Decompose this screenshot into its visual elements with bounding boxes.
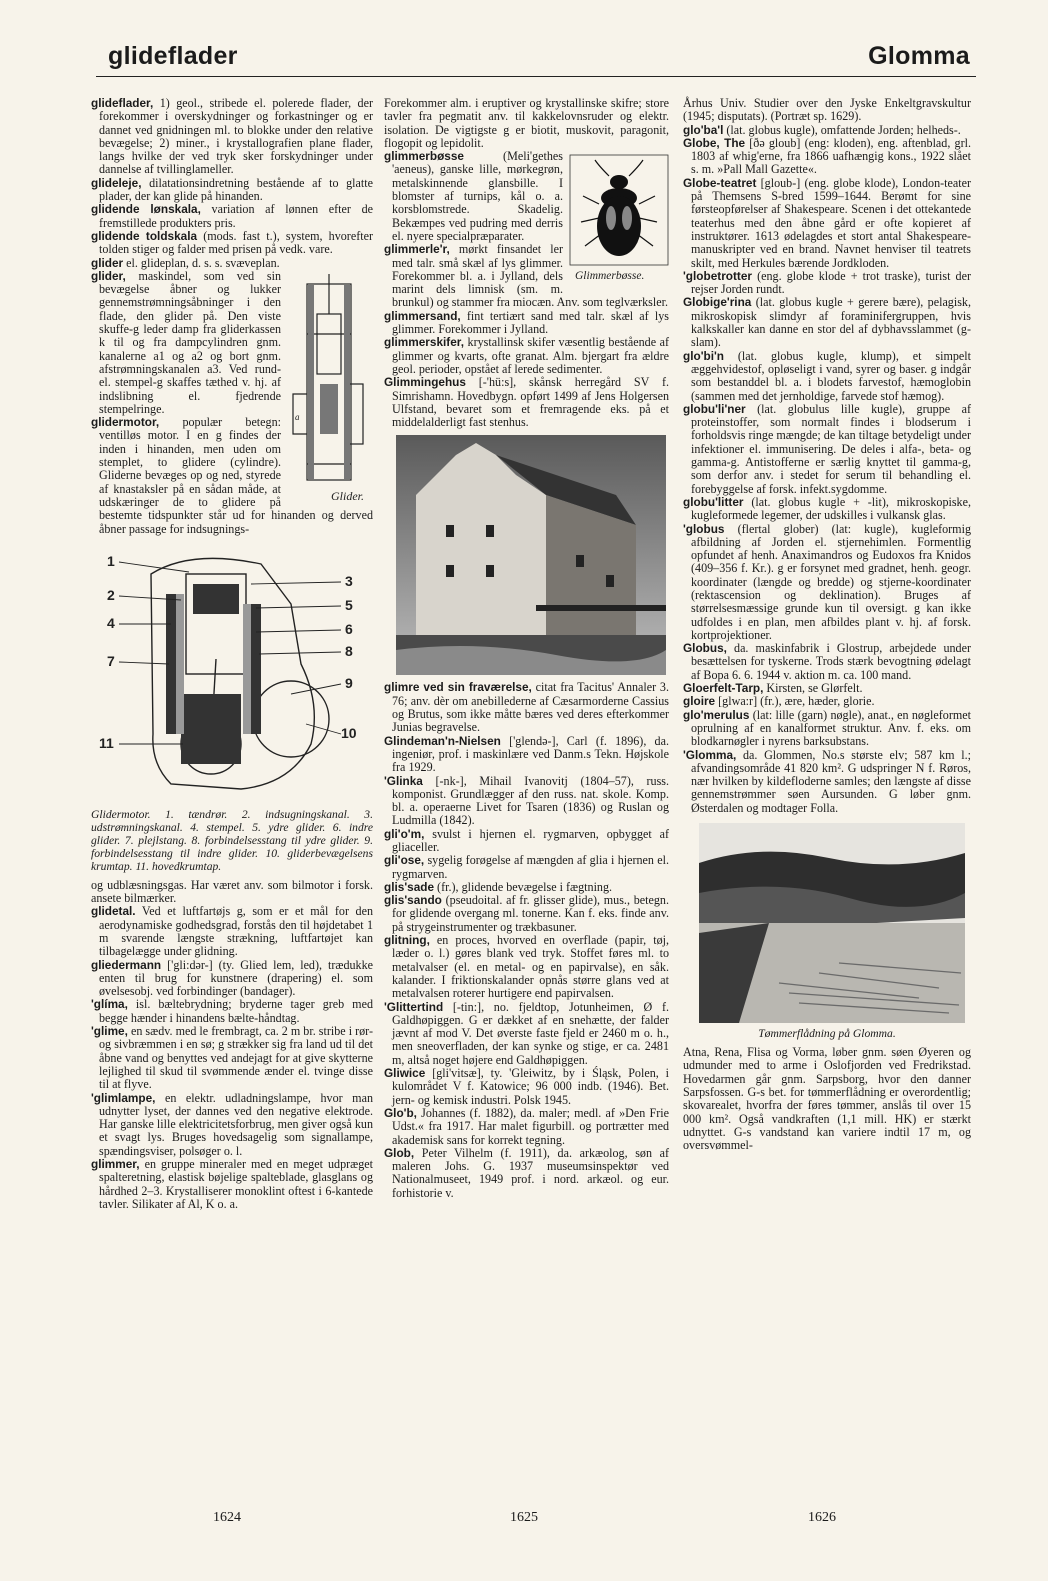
headword: gloire	[683, 694, 716, 709]
entry-glime	[91, 1025, 373, 1091]
headword: glimre ved sin fraværelse,	[384, 680, 532, 695]
entry-text: [gli'vitsæ], ty. 'Gleiwitz, by i Śląsk, Polen, i kulområdet V f. Katowice; 96 000 indb. (1946). Bet. jern- og kemisk industri. Polsk 1945.	[392, 1066, 669, 1107]
headword: glimmerbøsse	[384, 149, 464, 164]
entry-text: variation af lønnen efter de fremstillede produkters pris.	[99, 202, 373, 230]
motor-label: 6	[345, 620, 353, 637]
headword: glimmerskifer,	[384, 335, 464, 350]
entry-text: (flertal glober) (lat: kugle), kugleformig afbildning af Jorden el. stjernehimlen. Formentlig opfundet af henh. Anaximandros og Eudoxos fra Knidos (409–356 f. Kr.). g er forsynet med gradnet, henh. geogr. koordinater (længde og bredde) og stjerne-koordinater (rektascension og deklination). Bruges af størrelsesmæssige grunde kun til oversigt. g kan ikke udfoldes i en plan, men afbildes plant v. hj. af forsk. kortprojektioner.	[691, 521, 971, 642]
headword: Glindeman'n-Nielsen	[384, 733, 501, 748]
entry-text: (lat. globus kugle + -lit), mikroskopiske, kugleformede legemer, der udskilles i vulkansk glas.	[691, 494, 971, 523]
entry-text: en proces, hvorved en overflade (papir, tøj, læder o. l.) gøres blank ved tryk. Stoffet føres ml. to metalvalser (el. en metal- og en papirvalse), en såk. kalander. I friktionskalander opnås større glans ved at metalvalsen roterer hurtigere end papirvalsen.	[392, 933, 669, 1001]
entry-gliose	[384, 854, 669, 881]
motor-label: 4	[107, 614, 115, 631]
entry-globus	[683, 523, 971, 643]
headword: glimmerle'r,	[384, 242, 450, 257]
headword: gli'o'm,	[384, 826, 425, 841]
entry-text: en gruppe mineraler med en meget udpræget spalteretning, elastisk bøjelige spalteblade, glasglans og hårdhed 2–3. Krystalliserer monoklint oftest i 6-kantede tavler. Silikater af Al, K o. a.	[99, 1157, 373, 1211]
headword: Gliwice	[384, 1066, 426, 1081]
entry-text: (lat. globulus lille kugle), gruppe af proteinstoffer, som normalt findes i blodserum i forholdsvis ringe mængde; de kan tiltage betydeligt under infektioner el. immunisering. De deles i alfa-, beta- og gamma-g. Antistofferne er særlig knyttet til gamma-g, som derfor anv. i stedet for serum til behandling el. forebyggelse af forsk. infekt.sygdomme.	[691, 401, 971, 496]
entry-globuliner	[683, 403, 971, 496]
entry-text: da. maskinfabrik i Glostrup, arbejdede under besættelsen for tyskerne. Trods stærk bevogtning ødelagt af Bopa 6. 6. 1944 v. aktion m. ca. 100 mand.	[691, 641, 971, 682]
entry-globulitter	[683, 496, 971, 523]
headword: gli'ose,	[384, 853, 425, 868]
entry-text: krystallinsk skifer væsentlig bestående af glimmer og kvarts, ofte granat. Alm. bjergart fra ældre geol. perioder, opstået af lerede sedimenter.	[392, 335, 669, 376]
headword: 'glime,	[91, 1024, 128, 1039]
headword: 'Glomma,	[683, 747, 737, 762]
entry-text: en sædv. med le frembragt, ca. 2 m br. stribe i rør- og sivbræmmen i en sø; g strækker sig fra land ud til det åbne vand og benyttes ved andejagt for at give skytterne lejlighed til skud til svømmende ænder el. tvinge disse til at flyve.	[99, 1024, 373, 1092]
entry-gloire	[683, 695, 971, 708]
entry-text: Ved et luftfartøjs g, som er et mål for den aerodynamiske godhedsgrad, forstås den til højdetabet 1 m svarende længste strækning, luftfartøjet kan tilbagelægge under glidning.	[99, 904, 373, 959]
entry-text: (lat. globus kugle, klump), et simpelt æggehvidestof, opløseligt i vand, syrer og baser. g indgår som bestanddel bl. a. i blodets farvestof, hæmoglobin (sammen med det jernholdige, farvede stof hæmog).	[691, 348, 971, 403]
headword: Globe, The	[683, 135, 746, 150]
entry-glissade	[384, 881, 669, 894]
entry-text: (fr.), glidende bevægelse i fægtning.	[434, 879, 613, 894]
glomma-caption: Tømmerflådning på Glomma.	[758, 1027, 896, 1041]
entry-text: sygelig forøgelse af mængden af glia i hjernen el. rygmarven.	[392, 853, 669, 881]
entry-glimmersand	[384, 310, 669, 337]
entry-glomma	[683, 749, 971, 815]
headword: 'globetrotter	[683, 268, 752, 283]
headword: Glimmingehus	[384, 375, 466, 390]
entry-globe-the	[683, 137, 971, 177]
entry-globigerina	[683, 296, 971, 349]
headword: globu'li'ner	[683, 401, 746, 416]
entry-text: ['gli:dər-] (ty. Glied lem, led), trædukke enten til brug for kunstnere (drapering) el. som øvelsesobj. ved forbindinger (bandager).	[99, 957, 373, 999]
entry-glob-peter	[384, 1147, 669, 1200]
entry-text: Kirsten, se Glørfelt.	[763, 681, 863, 696]
headword: glidetal.	[91, 904, 136, 919]
glider-diagram	[287, 274, 373, 504]
entry-text: svulst i hjernen el. rygmarven, opbygget af gliaceller.	[392, 826, 669, 854]
entry-text: (Meli'gethes 'aeneus), ganske lille, mørkegrøn, metalskinnende glansbille. I blomster af turnips, kål o. a. korsblomstrede. Skadelig. Bekæmpes ved pudring med derris el. nyere specialpræparater.	[392, 149, 563, 243]
motor-label: 10	[341, 724, 357, 741]
entry-globin	[683, 350, 971, 403]
headword: glidende toldskala	[91, 228, 198, 243]
entry-glideflader	[91, 97, 373, 177]
entry-globetrotter	[683, 270, 971, 297]
headword: glo'merulus	[683, 707, 750, 722]
entry-glimlampe	[91, 1092, 373, 1158]
glider-caption: Glider.	[331, 488, 364, 503]
entry-text: fint tertiært sand med talr. skæl af lys glimmer. Forekommer i Jylland.	[392, 308, 669, 337]
entry-text: [gloub-] (eng. globe klode), London-teater på Themsens S-bred 1599–1644. Berømt for sine førsteopførelser af Shakespeare. Scenen i det ottekantede teaterhus med den åbne gård er ofte kopieret af instruktører. 1613 ødelagdes et stort antal Shakespeare-manuskripter ved en brand. Navnet henviser til teatrets skilt, med Herkules bærende Jordkloden.	[691, 175, 971, 270]
entry-text: da. Glommen, No.s største elv; 587 km l.; afvandingsområde 41 820 km². G udspringer N f. Røros, nær hvilken by kildefloderne samles; den længste af disse gennemstrømmer søen Aursunden. G løber gnm. Østerdalen og modtager Folla.	[691, 747, 971, 815]
beetle-figure	[569, 154, 669, 284]
entry-glindemann-nielsen	[384, 735, 669, 775]
headword: glider,	[91, 268, 126, 283]
entry-glider-plan	[91, 257, 373, 270]
entry-glidermotor-cont: og udblæsningsgas. Har været anv. som bilmotor i forsk. ansete bilmærker.	[91, 877, 373, 906]
beetle-illustration	[569, 154, 669, 284]
entry-text: [-'hü:s], skånsk herregård SV f. Simrishamn. Hovedbygn. opført 1499 af Jens Holgersen Ulfstand, bevaret som et fremragende eks. på et middelalderligt fast stenhus.	[392, 375, 669, 430]
headword: glis'sade	[384, 879, 435, 894]
entry-glob-johannes	[384, 1107, 669, 1147]
headword: Globige'rina	[683, 295, 752, 310]
glimmingehus-photo	[396, 435, 666, 675]
entry-text: mørkt finsandet ler med talr. små skæl af lys glimmer. Forekommer bl. a. i Jylland, dels marint dels limnisk (sm. m. brunkul) og stammer fra miocæn. Anv. som teglværksler.	[392, 242, 668, 310]
headword: Glo'b,	[384, 1105, 417, 1120]
headword: glimmersand,	[384, 308, 461, 323]
entry-global	[683, 124, 971, 137]
headword: glideleje,	[91, 175, 142, 190]
header-rule	[96, 76, 976, 77]
entry-text: maskindel, som ved sin bevægelse åbner og lukker gennemstrømningsåbninger i den flade, den glider på. Den viste skuffe-g leder damp fra gliderkassen k til og fra dampcylindren gnm. kanalerne a1 og a2 og bort gnm. afstrømningskanalen a3. Ved rund- el. stempel-g skaffes tæthed v. hj. af indslibning el. fjedrende stempelringe.	[99, 268, 281, 416]
entry-text: (lat. globus kugle), omfattende Jorden; helheds-.	[723, 122, 961, 137]
entry-glomma-cont: Atna, Rena, Flisa og Vorma, løber gnm. søen Øyeren og udmunder med to arme i Oslofjorden ved Fredrikstad. Hovedarmen går gnm. Sarpsborg, hvor den danner Sarpsfossen. G-s bet. for tømmerflådning er overordentlig; skovarealet, hvorfra der føres tømmer, anslås til over 15 000 km². Også vandkraften (1,1 mill. HK) er stærkt udnyttet. G-s vandstand kan variere indtil 17 m, og oversvømmel-	[683, 1045, 971, 1153]
motor-label: 5	[345, 596, 353, 613]
headword: gliedermann	[91, 957, 162, 972]
motor-label: 3	[345, 572, 353, 589]
entry-text: en elektr. udladningslampe, hvor man udnytter lyset, der dannes ved den negative elektrode. Har ganske lille elektricitetsforbrug, men giver også kun et svagt lys. Bruges hovedsagelig som signallampe, spændingsviser, polsøger o. l.	[99, 1090, 373, 1158]
entry-glimmer	[91, 1158, 373, 1211]
entry-text: Peter Vilhelm (f. 1911), da. arkæolog, søn af maleren Johs. G. 1937 museumsinspektør ved Nationalmuseet, 1949 prof. i nord. arkæol. og eur. forhistorie v.	[392, 1145, 669, 1200]
entry-gliom	[384, 828, 669, 855]
svg-text:a: a	[295, 411, 300, 422]
page-number: 1626	[808, 1510, 836, 1525]
entry-text: 1) geol., stribede el. polerede flader, der forekommer i overskydninger og forkastninger og er dannet ved gnidningen ml. to blokke under den relative bevægelse; 2) miner., i krystallografien plane flader, langs hvilke der ved tryk sker forskydninger under dannelse af tvillinglameller.	[99, 96, 373, 177]
motor-label: 7	[107, 652, 115, 669]
motor-label: 2	[107, 586, 115, 603]
page-number: 1625	[510, 1510, 538, 1525]
entry-text: populær betegn: ventilløs motor. I en g findes der inden i hinanden, men uden om stemplet, to glidere (cylindre). Gliderne bevæges op og ned, styrede af knastaksler på en sådan måde, at udskæringer de to glidere på bestemte tidspunkter står ud for hinanden og derved åbner passage for indsugnings-	[99, 415, 373, 536]
entry-gliedermann	[91, 959, 373, 999]
entry-text: (lat: lille (garn) nøgle), anat., en nøgleformet oprulning af en kanalformet struktur. Anv. f. eks. om blodkarnøgler i nyrens barksubstans.	[691, 707, 971, 749]
beetle-caption: Glimmerbøsse.	[575, 270, 645, 283]
column-1624	[91, 97, 373, 1211]
headword: 'glimlampe,	[91, 1090, 156, 1105]
headword: 'Glinka	[384, 773, 423, 788]
headword: 'glíma,	[91, 997, 128, 1012]
glider-figure	[287, 274, 373, 504]
entry-gloerfelt-tarp	[683, 682, 971, 695]
motor-label: 9	[345, 674, 353, 691]
entry-glimmer-cont: Forekommer alm. i eruptiver og krystallinske skifre; store tavler fra pegmatit anv. til kakkelovnsruder og elektr. isolation. De vigtigste g er biotit, muskovit, paragonit, flogopit og lepidolit.	[384, 96, 669, 150]
headword: glo'bi'n	[683, 348, 724, 363]
glomma-photo	[699, 823, 965, 1023]
entry-text: ['glendə-], Carl (f. 1896), da. ingeniør, prof. i maskinlære ved Danm.s Tekn. Højskole fra 1929.	[392, 733, 669, 775]
entry-glitning	[384, 934, 669, 1000]
headword: Globus,	[683, 641, 727, 656]
column-1625	[384, 97, 669, 1200]
entry-glittertind	[384, 1001, 669, 1067]
headword: glimmer,	[91, 1157, 140, 1172]
entry-glob-cont: Århus Univ. Studier over den Jyske Enkeltgravskultur (1945; disputats). (Portræt sp. 1629).	[683, 96, 971, 124]
column-1626	[683, 97, 971, 1152]
headword: 'Glittertind	[384, 999, 444, 1014]
entry-text: citat fra Tacitus' Annaler 3. 76; anv. dèr om anebillederne af Cæsarmorderne Cassius og Brutus, som ikke måtte bæres ved deres efterkommer Junias begravelse.	[392, 680, 669, 735]
entry-glidende-lonskala	[91, 203, 373, 230]
entry-text: [glwa:r] (fr.), ære, hæder, glorie.	[715, 694, 875, 709]
entry-text: (lat. globus kugle + gerere bære), pelagisk, mikroskopisk slimdyr af foraminifergruppen, hvis kalkskaller kan danne en stor del af dybhavsslammet (g-slam).	[691, 295, 971, 350]
headword: 'globus	[683, 521, 725, 536]
motor-label: 1	[107, 552, 115, 569]
entry-glideleje	[91, 177, 373, 204]
entry-globus-fabrik	[683, 642, 971, 682]
headword: Glob,	[384, 1145, 415, 1160]
headword: glider	[91, 255, 124, 270]
entry-globe-teatret	[683, 177, 971, 270]
entry-glimmerskifer	[384, 336, 669, 376]
entry-gliwice	[384, 1067, 669, 1107]
headword: glo'ba'l	[683, 122, 724, 137]
entry-text: el. glideplan, d. s. s. svæveplan.	[123, 255, 280, 270]
headword: glis'sando	[384, 893, 442, 908]
entry-glinka	[384, 775, 669, 828]
entry-glidetal	[91, 905, 373, 958]
motor-label: 11	[99, 734, 114, 751]
headword: glidermotor,	[91, 415, 160, 430]
headword: glideflader,	[91, 96, 154, 110]
entry-text: [-nk-], Mihail Ivanovitj (1804–57), russ. komponist. Grundlægger af den russ. nat. skole. Komp. bl. a. operaerne Livet for Tsaren (1836) og Ruslan og Ludmilla (1842).	[392, 773, 669, 828]
entry-glissando	[384, 894, 669, 934]
motor-label: 8	[345, 642, 353, 659]
entry-text: (eng. globe klode + trot traske), turist der rejser Jorden rundt.	[691, 268, 971, 297]
running-header-left: glideflader	[108, 42, 238, 70]
entry-glima	[91, 998, 373, 1025]
entry-text: [ðə gloub] (eng: kloden), eng. aftenblad, grl. 1803 af whig'erne, fra 1866 uafhængig kons., 1922 slået s. m. »Pall Mall Gazette«.	[691, 135, 971, 177]
entry-glimre	[384, 681, 669, 734]
entry-text: (mods. fast t.), system, hvorefter tolden stiger og falder med prisen på vedk. vare.	[99, 228, 373, 257]
entry-text: Johannes (f. 1882), da. maler; medl. af »Den Frie Udst.« fra 1917. Har malet figurbill. og portrætter med akademisk sans for korrekt tegning.	[392, 1105, 669, 1147]
entry-text: (pseudoital. af fr. glisser glide), mus., betegn. for glidende overgang ml. tonerne. Kan f. eks. finde anv. på strygeinstrumenter og trækbasuner.	[392, 893, 669, 934]
headword: globu'litter	[683, 494, 744, 509]
entry-text: [-tin:], no. fjeldtop, Jotunheimen, Ø f. Galdhøpiggen. G er dækket af en snehætte, der falder jævnt af mod V. Det øverste faste fjeld er 2460 m o. h., men sneoverfladen, der kan synke og stige, er ca. 2481 m, altså noget højere end Galdhøpiggen.	[392, 999, 669, 1067]
entry-glimmingehus	[384, 376, 669, 429]
entry-glidende-toldskala	[91, 230, 373, 257]
headword: glidende lønskala,	[91, 202, 201, 217]
headword: glitning,	[384, 933, 430, 948]
running-header-right: Glomma	[868, 42, 970, 70]
entry-text: isl. bæltebrydning; bryderne tager greb med begge hænder i hinandens bælte-håndtag.	[99, 997, 373, 1025]
headword: Gloerfelt-Tarp,	[683, 681, 764, 696]
glidermotor-caption: Glidermotor. 1. tændrør. 2. indsugningskanal. 3. udstrømningskanal. 4. stempel. 5. ydre glider. 6. indre glider. 7. plejlstang. 8. forbindelsesstang til ydre glider. 9. forbindelsesstang til indre glider. 10. gliderbevægelsens krumtap. 11. hovedkrumtap.	[91, 807, 373, 873]
headword: Globe-teatret	[683, 175, 757, 190]
page-number: 1624	[213, 1510, 241, 1525]
entry-text: dilatationsindretning bestående af to glatte plader, der kan glide på hinanden.	[99, 175, 373, 204]
glidermotor-diagram	[91, 544, 373, 804]
entry-glomerulus	[683, 709, 971, 749]
